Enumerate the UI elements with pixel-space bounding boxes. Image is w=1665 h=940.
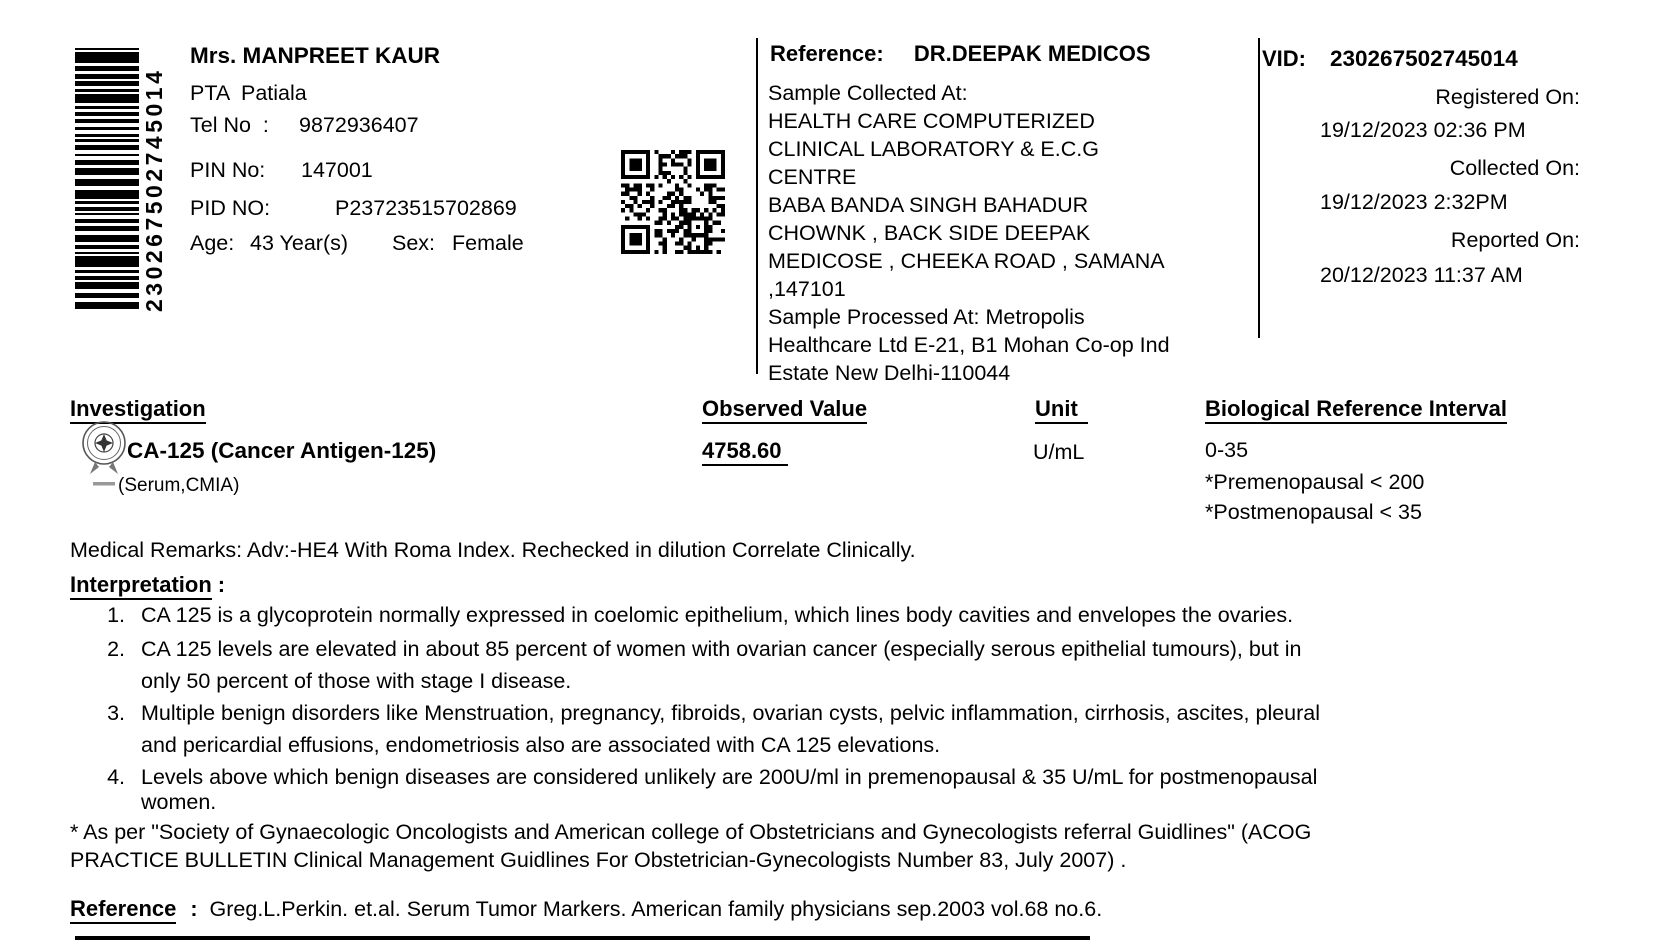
col-header-observed-value: Observed Value — [702, 396, 867, 422]
patient-name: Mrs. MANPREET KAUR — [190, 43, 441, 68]
reference-label: Reference: — [770, 41, 884, 66]
page-footer-bar — [75, 936, 1090, 940]
sex-label: Sex: — [392, 231, 436, 255]
barcode-number: 230267502745014 — [141, 67, 167, 312]
unit-value: U/mL — [1033, 440, 1085, 464]
patient-barcode-icon — [75, 48, 139, 310]
sex-value: Female — [452, 231, 524, 255]
test-method: (Serum,CMIA) — [118, 475, 240, 496]
interpretation-item: CA 125 is a glycoprotein normally expressed in coelomic epithelium, which lines body cavities and envelopes the ovaries. — [141, 603, 1294, 627]
facility-line: ,147101 — [768, 277, 846, 301]
col-header-investigation: Investigation — [70, 396, 206, 422]
facility-line: CENTRE — [768, 165, 857, 189]
referral-reference-line — [770, 41, 1151, 67]
collected-on-label: Collected On: — [1449, 156, 1580, 180]
interpretation-item: and pericardial effusions, endometriosis also are associated with CA 125 elevations. — [141, 733, 941, 757]
pin-value: 147001 — [301, 158, 373, 182]
registered-on-label: Registered On: — [1435, 85, 1580, 109]
interpretation-heading: Interpretation : — [70, 572, 225, 598]
reference-interval-line: *Premenopausal < 200 — [1205, 470, 1425, 494]
acog-footnote: * As per "Society of Gynaecologic Oncologists and American college of Obstetricians and Gynecologists referral Guidlines" (ACOG — [70, 820, 1312, 844]
citation-label: Reference — [70, 896, 176, 924]
reference-doctor: DR.DEEPAK MEDICOS — [913, 41, 1151, 66]
facility-line: BABA BANDA SINGH BAHADUR — [768, 193, 1089, 217]
acog-footnote: PRACTICE BULLETIN Clinical Management Guidlines For Obstetrician-Gynecologists Number 83, July 2007) . — [70, 848, 1127, 872]
qr-code-icon — [621, 150, 725, 254]
interpretation-item: only 50 percent of those with stage I disease. — [141, 669, 572, 693]
patient-address: PTA Patiala — [190, 81, 307, 105]
interpretation-item: Multiple benign disorders like Menstruation, pregnancy, fibroids, ovarian cysts, pelvic inflammation, cirrhosis, ascites, pleural — [141, 701, 1321, 725]
col-header-reference-interval: Biological Reference Interval — [1205, 396, 1507, 422]
test-name: CA-125 (Cancer Antigen-125) — [127, 438, 437, 463]
observed-value: 4758.60 — [702, 438, 788, 464]
header-divider-right — [1258, 38, 1260, 338]
interpretation-item: Levels above which benign diseases are considered unlikely are 200U/ml in premenopausal & 35 U/mL for postmenopausal — [141, 765, 1318, 789]
interpretation-item: women. — [141, 790, 217, 814]
processed-at-line: Healthcare Ltd E-21, B1 Mohan Co-op Ind — [768, 333, 1170, 357]
age-value: 43 Year(s) — [250, 231, 349, 255]
collected-at-line: Sample Collected At: — [768, 81, 968, 105]
facility-line: CLINICAL LABORATORY & E.C.G — [768, 137, 1099, 161]
facility-line: CHOWNK , BACK SIDE DEEPAK — [768, 221, 1091, 245]
col-header-unit: Unit — [1035, 396, 1088, 422]
citation-line: Reference : Greg.L.Perkin. et.al. Serum Tumor Markers. American family physicians sep.2003 vol.68 no.6. — [70, 896, 1102, 922]
facility-line: MEDICOSE , CHEEKA ROAD , SAMANA — [768, 249, 1165, 273]
pid-value: P23723515702869 — [335, 196, 517, 220]
pin-label: PIN No: — [190, 158, 266, 182]
tel-label: Tel No : — [190, 113, 269, 137]
tel-value: 9872936407 — [299, 113, 419, 137]
vid-label: VID: — [1262, 46, 1306, 71]
age-label: Age: — [190, 231, 235, 255]
reported-on-label: Reported On: — [1450, 228, 1580, 252]
reference-interval-line: 0-35 — [1205, 438, 1249, 462]
pid-label: PID NO: — [190, 196, 271, 220]
list-number: 3. — [107, 701, 125, 725]
processed-at-line: Estate New Delhi-110044 — [768, 361, 1011, 385]
vid-value: 230267502745014 — [1330, 46, 1518, 71]
processed-at-line: Sample Processed At: Metropolis — [768, 305, 1085, 329]
citation-text: Greg.L.Perkin. et.al. Serum Tumor Markers. American family physicians sep.2003 vol.68 no.6. — [209, 897, 1103, 921]
registered-on-value: 19/12/2023 02:36 PM — [1320, 118, 1526, 142]
header-divider-left — [756, 38, 758, 374]
reported-on-value: 20/12/2023 11:37 AM — [1320, 263, 1523, 287]
list-number: 1. — [107, 603, 125, 627]
list-number: 2. — [107, 637, 125, 661]
interpretation-item: CA 125 levels are elevated in about 85 percent of women with ovarian cancer (especially serous epithelial tumours), but in — [141, 637, 1302, 661]
collected-on-value: 19/12/2023 2:32PM — [1320, 190, 1508, 214]
facility-line: HEALTH CARE COMPUTERIZED — [768, 109, 1095, 133]
list-number: 4. — [107, 765, 125, 789]
reference-interval-line: *Postmenopausal < 35 — [1205, 500, 1422, 524]
medical-remarks: Medical Remarks: Adv:-HE4 With Roma Index. Rechecked in dilution Correlate Clinically. — [70, 538, 916, 562]
